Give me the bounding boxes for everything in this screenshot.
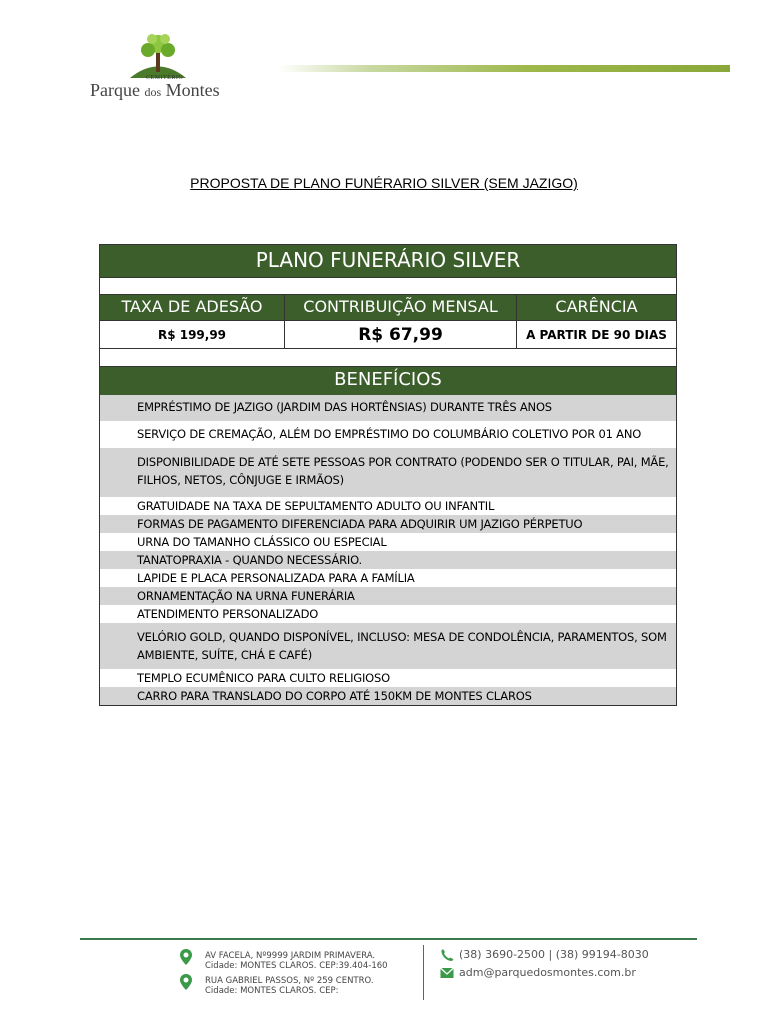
address-1-line-1: AV FACELA, Nº9999 JARDIM PRIMAVERA. (205, 951, 376, 961)
benefit-item: TANATOPRAXIA - QUANDO NECESSÁRIO. (100, 551, 676, 569)
benefit-item: VELÓRIO GOLD, QUANDO DISPONÍVEL, INCLUSO: MESA DE CONDOLÊNCIA, PARAMENTOS, SOM AMBIENTE, SUÍTE, CHÁ E CAFÉ) (100, 623, 676, 669)
column-header-row (100, 295, 676, 321)
monthly-contribution-value: R$ 67,99 (285, 321, 517, 348)
column-header: CONTRIBUIÇÃO MENSAL (285, 295, 517, 320)
column-header: CARÊNCIA (517, 295, 676, 320)
email-icon (440, 967, 454, 979)
benefit-item: URNA DO TAMANHO CLÁSSICO OU ESPECIAL (137, 535, 387, 549)
logo-name: Parque dos Montes (90, 80, 220, 100)
address-2 (205, 976, 374, 996)
phone-icon (440, 949, 454, 961)
plan-title: PLANO FUNERÁRIO SILVER (100, 245, 676, 278)
benefit-item: LAPIDE E PLACA PERSONALIZADA PARA A FAMÍLIA (137, 571, 415, 585)
footer-separator (423, 945, 424, 1000)
address-2-line-2: Cidade: MONTES CLAROS. CEP: (205, 986, 339, 996)
grace-period-value: A PARTIR DE 90 DIAS (526, 327, 667, 342)
values-row (100, 321, 676, 349)
benefit-item: SERVIÇO DE CREMAÇÃO, ALÉM DO EMPRÉSTIMO DO COLUMBÁRIO COLETIVO POR 01 ANO (137, 427, 642, 441)
location-pin-icon (180, 974, 192, 990)
benefit-item: ORNAMENTAÇÃO NA URNA FUNERÁRIA (100, 587, 676, 605)
benefit-item: CARRO PARA TRANSLADO DO CORPO ATÉ 150KM DE MONTES CLAROS (100, 687, 676, 705)
logo (88, 30, 278, 105)
spacer-row (100, 349, 676, 367)
benefit-item: FORMAS DE PAGAMENTO DIFERENCIADA PARA ADQUIRIR UM JAZIGO PÉRPETUO (100, 515, 676, 533)
footer-divider (80, 938, 697, 940)
email-address: adm@parquedosmontes.com.br (459, 966, 636, 979)
header-bar (278, 65, 730, 72)
address-1 (205, 951, 388, 971)
tree-logo-icon (128, 30, 188, 80)
adhesion-fee-value: R$ 199,99 (100, 321, 285, 348)
address-2-line-1: RUA GABRIEL PASSOS, Nº 259 CENTRO. (205, 976, 374, 986)
benefit-item: ATENDIMENTO PERSONALIZADO (137, 607, 319, 621)
document-title: PROPOSTA DE PLANO FUNÉRARIO SILVER (SEM JAZIGO) (190, 175, 578, 191)
logo-small-text: CEMITÉRIO (146, 75, 184, 81)
location-pin-icon (180, 949, 192, 965)
benefit-item: GRATUIDADE NA TAXA DE SEPULTAMENTO ADULTO OU INFANTIL (137, 499, 495, 513)
benefit-item: TEMPLO ECUMÊNICO PARA CULTO RELIGIOSO (137, 671, 390, 685)
spacer-row (100, 278, 676, 295)
benefits-list (100, 395, 676, 705)
column-header: TAXA DE ADESÃO (100, 295, 285, 320)
benefit-item: EMPRÉSTIMO DE JAZIGO (JARDIM DAS HORTÊNSIAS) DURANTE TRÊS ANOS (100, 395, 676, 421)
footer (175, 945, 705, 1005)
benefits-title: BENEFÍCIOS (100, 367, 676, 395)
plan-table (99, 244, 677, 706)
address-1-line-2: Cidade: MONTES CLAROS. CEP:39.404-160 (205, 961, 388, 971)
phone-numbers: (38) 3690-2500 | (38) 99194-8030 (459, 948, 649, 961)
benefit-item: DISPONIBILIDADE DE ATÉ SETE PESSOAS POR CONTRATO (PODENDO SER O TITULAR, PAI, MÃE, FILHOS, NETOS, CÔNJUGE E IRMÃOS) (100, 448, 676, 497)
